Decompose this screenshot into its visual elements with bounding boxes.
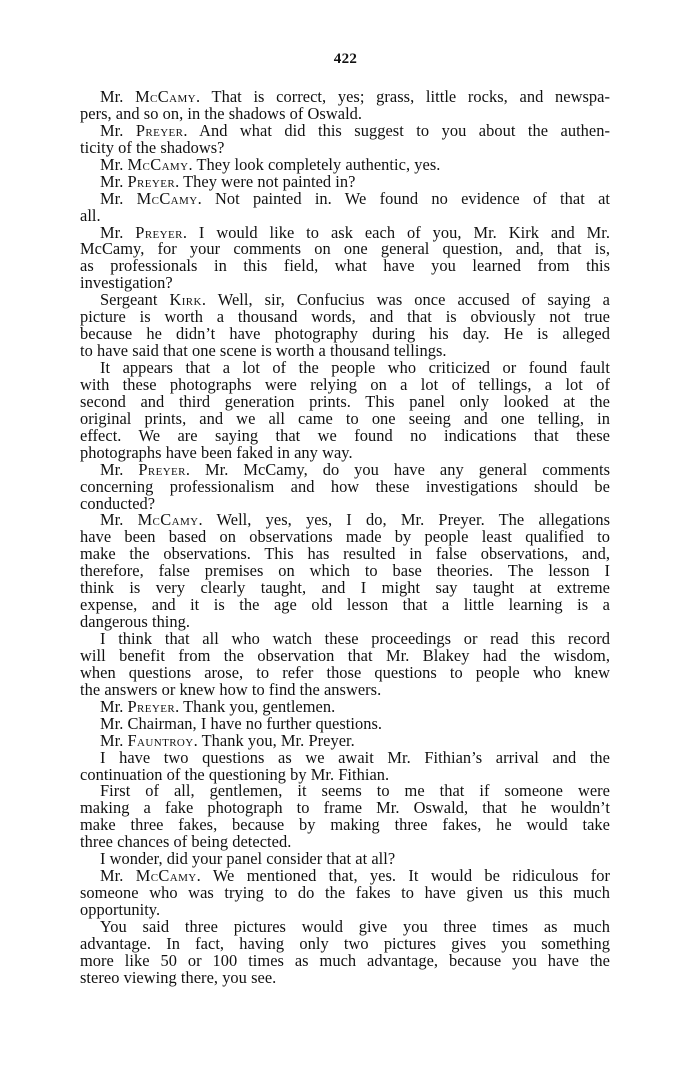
- speaker-title: Mr.: [100, 154, 128, 174]
- text-line: make three fakes, because by making three fakes, he would take: [80, 815, 610, 835]
- text-line: more like 50 or 100 times as much advantage, because you have the: [80, 950, 610, 970]
- text-line: effect. We are saying that we found no indications that these: [80, 425, 610, 445]
- text-line: stereo viewing there, you see.: [80, 967, 277, 987]
- speaker-title: Mr.: [100, 222, 136, 242]
- speaker-paragraph: [80, 89, 610, 123]
- text-line: advantage. In fact, having only two pictures gives you something: [80, 933, 610, 953]
- speaker-name: Preyer: [135, 222, 183, 242]
- speaker-title: Mr.: [100, 510, 138, 530]
- speech-text: . We mentioned that, yes. It would be ridiculous for: [196, 866, 610, 886]
- speaker-title: Mr.: [100, 188, 137, 208]
- text-line: First of all, gentlemen, it seems to me that if someone were: [100, 781, 610, 801]
- speaker-paragraph: [80, 188, 610, 225]
- text-line: concerning professionalism and how these investigations should be: [80, 476, 610, 496]
- speech-text: . They were not painted in?: [175, 171, 356, 191]
- text-line: photographs have been faked in any way.: [80, 442, 353, 462]
- speaker-name: McCamy: [137, 510, 199, 530]
- text-line: dangerous thing.: [80, 612, 191, 632]
- speech-text: . Not painted in. We found no evidence of that at: [197, 188, 610, 208]
- speech-text: . Well, sir, Confucius was once accused of saying a: [201, 290, 610, 310]
- speaker-paragraph: [80, 292, 610, 360]
- speech-text: . That is correct, yes; grass, little rocks, and newspa-: [195, 87, 610, 106]
- speaker-name: McCamy: [127, 154, 189, 174]
- speaker-name: Preyer: [138, 459, 186, 479]
- speaker-paragraph: [80, 868, 610, 919]
- speaker-name: Preyer: [135, 120, 184, 140]
- speaker-title: Mr.: [100, 459, 139, 479]
- speech-text: . Well, yes, yes, I do, Mr. Preyer. The allegations: [198, 510, 610, 530]
- speaker-paragraph: [80, 222, 610, 293]
- paragraph: [80, 783, 610, 851]
- text-line: all.: [80, 205, 101, 225]
- text-line: It appears that a lot of the people who criticized or found fault: [100, 358, 610, 377]
- text-line: Mr. Chairman, I have no further questions.: [100, 713, 383, 733]
- text-line: think is very clearly taught, and I might say taught at extreme: [80, 578, 610, 598]
- text-line: McCamy, for your comments on one general question, and, that is,: [80, 239, 610, 259]
- speaker-title: Mr.: [100, 120, 136, 140]
- text-line: as professionals in this field, what have you learned from this: [80, 256, 610, 276]
- text-line: the answers or knew how to find the answers.: [80, 679, 382, 699]
- speaker-title: Mr.: [100, 866, 136, 886]
- speaker-title: Mr.: [100, 696, 128, 716]
- text-line: continuation of the questioning by Mr. Fithian.: [80, 764, 390, 784]
- text-line: picture is worth a thousand words, and that is obviously not true: [80, 307, 610, 327]
- text-line: when questions arose, to refer those questions to people who knew: [80, 662, 610, 682]
- text-line: therefore, false premises on which to base theories. The lesson I: [80, 561, 610, 581]
- text-line: to have said that one scene is worth a thousand tellings.: [80, 341, 447, 361]
- text-line: investigation?: [80, 273, 173, 293]
- text-line: I wonder, did your panel consider that at all?: [100, 849, 396, 869]
- text-line: You said three pictures would give you three times as much: [100, 916, 610, 936]
- speaker-title: Mr.: [100, 171, 128, 191]
- text-line: conducted?: [80, 493, 156, 513]
- speaker-name: McCamy: [135, 866, 197, 886]
- text-line: someone who was trying to do the fakes to have given us this much: [80, 883, 610, 903]
- text-line: make the observations. This has resulted in false observations, and,: [80, 544, 610, 564]
- speech-text: . They look completely authentic, yes.: [188, 154, 441, 174]
- paragraph: [80, 747, 610, 784]
- speaker-name: Preyer: [127, 171, 176, 191]
- text-line: three chances of being detected.: [80, 832, 292, 852]
- speaker-title: Mr.: [100, 730, 128, 750]
- text-line: [80, 188, 610, 208]
- speech-text: . Thank you, Mr. Preyer.: [193, 730, 355, 750]
- speaker-name: McCamy: [136, 188, 198, 208]
- text-line: because he didn’t have photography during his day. He is alleged: [80, 324, 610, 344]
- text-line: making a fake photograph to frame Mr. Oswald, that he wouldn’t: [80, 798, 610, 818]
- transcript-body: [80, 89, 610, 987]
- speech-text: . Mr. McCamy, do you have any general comments: [185, 459, 610, 479]
- speaker-title: Sergeant: [100, 290, 170, 310]
- speech-text: . Thank you, gentlemen.: [175, 696, 336, 716]
- speech-text: . I would like to ask each of you, Mr. Kirk and Mr.: [182, 222, 610, 242]
- paragraph: [80, 916, 610, 987]
- text-line: will benefit from the observation that Mr. Blakey had the wisdom,: [80, 645, 610, 665]
- speaker-name: Preyer: [127, 696, 176, 716]
- paragraph: [80, 631, 610, 699]
- text-line: have been based on observations made by people least qualified to: [80, 527, 610, 547]
- text-line: ticity of the shadows?: [80, 137, 225, 157]
- text-line: opportunity.: [80, 900, 161, 919]
- paragraph: [80, 360, 610, 462]
- speaker-paragraph: [80, 459, 610, 513]
- text-line: pers, and so on, in the shadows of Oswald.: [80, 103, 363, 123]
- speaker-name: Fauntroy: [127, 730, 194, 750]
- text-line: with these photographs were relying on a lot of tellings, a lot of: [80, 374, 610, 394]
- text-line: original prints, and we all came to one seeing and one telling, in: [80, 408, 610, 428]
- text-line: I have two questions as we await Mr. Fithian’s arrival and the: [100, 747, 610, 767]
- speaker-paragraph: [80, 512, 610, 631]
- text-line: expense, and it is the age old lesson that a little learning is a: [80, 595, 610, 615]
- speaker-name: Kirk: [169, 290, 202, 310]
- text-line: I think that all who watch these proceedings or read this record: [100, 629, 610, 648]
- speaker-title: Mr.: [100, 87, 136, 106]
- text-line: second and third generation prints. This panel only looked at the: [80, 391, 610, 411]
- page-number: 422: [333, 51, 358, 67]
- speaker-name: McCamy: [135, 87, 196, 106]
- speech-text: . And what did this suggest to you about the authen-: [183, 120, 610, 140]
- speaker-paragraph: [80, 120, 610, 157]
